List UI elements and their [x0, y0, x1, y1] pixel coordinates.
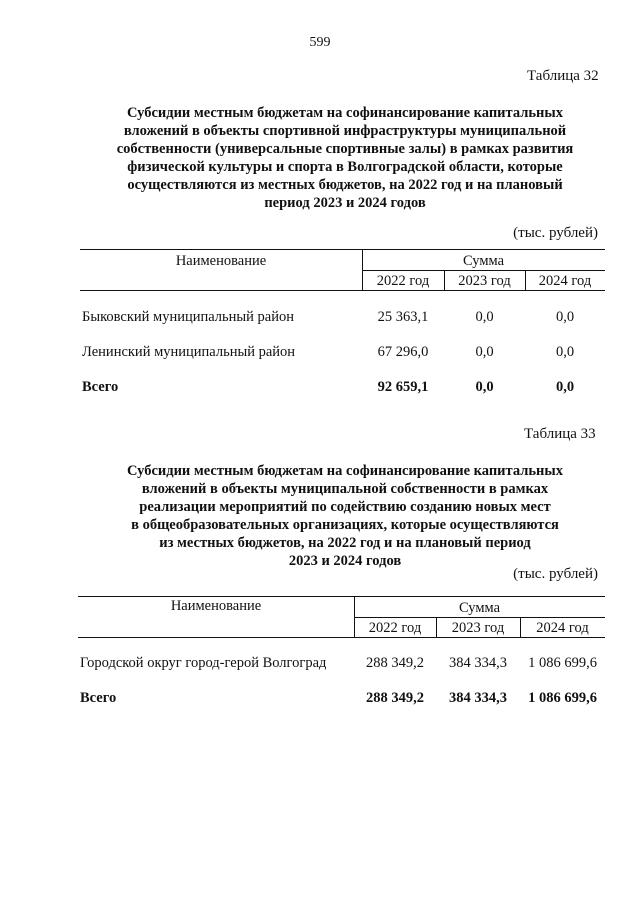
table-label: Таблица 33 — [524, 426, 596, 442]
total-label: Всего — [82, 379, 119, 395]
header-bottom-rule — [80, 290, 605, 291]
page-number: 599 — [309, 35, 331, 50]
table-total-row — [82, 379, 607, 399]
column-header-sum: Сумма — [462, 253, 505, 269]
total-value: 1 086 699,6 — [528, 690, 597, 706]
table-total-row — [80, 690, 605, 710]
total-value: 384 334,3 — [449, 690, 507, 706]
table-title — [80, 104, 610, 212]
row-value: 1 086 699,6 — [528, 655, 597, 671]
total-value: 0,0 — [555, 379, 575, 395]
title-line: вложений в объекты муниципальной собственности в рамках — [141, 481, 549, 497]
column-header-year: 2022 год — [368, 620, 422, 636]
total-value: 0,0 — [475, 379, 494, 395]
title-line: из местных бюджетов, на 2022 год и на плановый период — [159, 535, 531, 551]
column-header-year: 2022 год — [376, 273, 430, 289]
column-header-year: 2023 год — [458, 273, 511, 289]
column-header-year: 2024 год — [536, 620, 589, 636]
row-value: 384 334,3 — [449, 655, 507, 671]
title-line: период 2023 и 2024 годов — [264, 195, 426, 211]
table-top-rule — [80, 249, 605, 250]
row-value: 288 349,2 — [366, 655, 424, 671]
total-value: 288 349,2 — [366, 690, 424, 706]
header-bottom-rule — [78, 637, 605, 638]
title-line: собственности (универсальные спортивные залы) в рамках развития — [116, 141, 574, 157]
title-line: в общеобразовательных организациях, которые осуществляются — [131, 517, 559, 533]
title-line: Субсидии местным бюджетам на софинансирование капитальных — [127, 105, 563, 121]
row-value: 0,0 — [475, 309, 494, 325]
row-value: 25 363,1 — [377, 309, 429, 325]
table-title — [80, 462, 610, 570]
units-label: (тыс. рублей) — [513, 566, 598, 582]
sum-subrule — [354, 617, 605, 618]
column-header-year: 2023 год — [451, 620, 505, 636]
table-top-rule — [78, 596, 605, 597]
row-value: 67 296,0 — [377, 344, 429, 360]
table-row — [82, 309, 607, 329]
table-row — [82, 344, 607, 364]
title-line: 2023 и 2024 годов — [288, 553, 402, 569]
row-name: Быковский муниципальный район — [82, 309, 294, 325]
total-label: Всего — [80, 690, 117, 706]
units-label: (тыс. рублей) — [513, 225, 598, 241]
table-label: Таблица 32 — [527, 68, 599, 84]
row-name: Ленинский муниципальный район — [82, 344, 296, 360]
row-name: Городской округ город-герой Волгоград — [80, 655, 327, 671]
column-header-name: Наименование — [175, 253, 267, 269]
column-header-year: 2024 год — [538, 273, 592, 289]
title-line: реализации мероприятий по содействию созданию новых мест — [139, 499, 551, 515]
total-value: 92 659,1 — [377, 379, 429, 395]
column-header-name: Наименование — [170, 598, 262, 614]
row-value: 0,0 — [555, 309, 575, 325]
sum-subrule — [362, 270, 605, 271]
column-header-sum: Сумма — [458, 600, 501, 616]
title-line: физической культуры и спорта в Волгоградской области, которые — [127, 159, 563, 175]
title-line: осуществляются из местных бюджетов, на 2022 год и на плановый — [127, 177, 563, 193]
row-value: 0,0 — [475, 344, 494, 360]
title-line: вложений в объекты спортивной инфраструктуры муниципальной — [123, 123, 567, 139]
title-line: Субсидии местным бюджетам на софинансирование капитальных — [127, 463, 563, 479]
row-value: 0,0 — [555, 344, 575, 360]
table-row — [80, 655, 605, 675]
